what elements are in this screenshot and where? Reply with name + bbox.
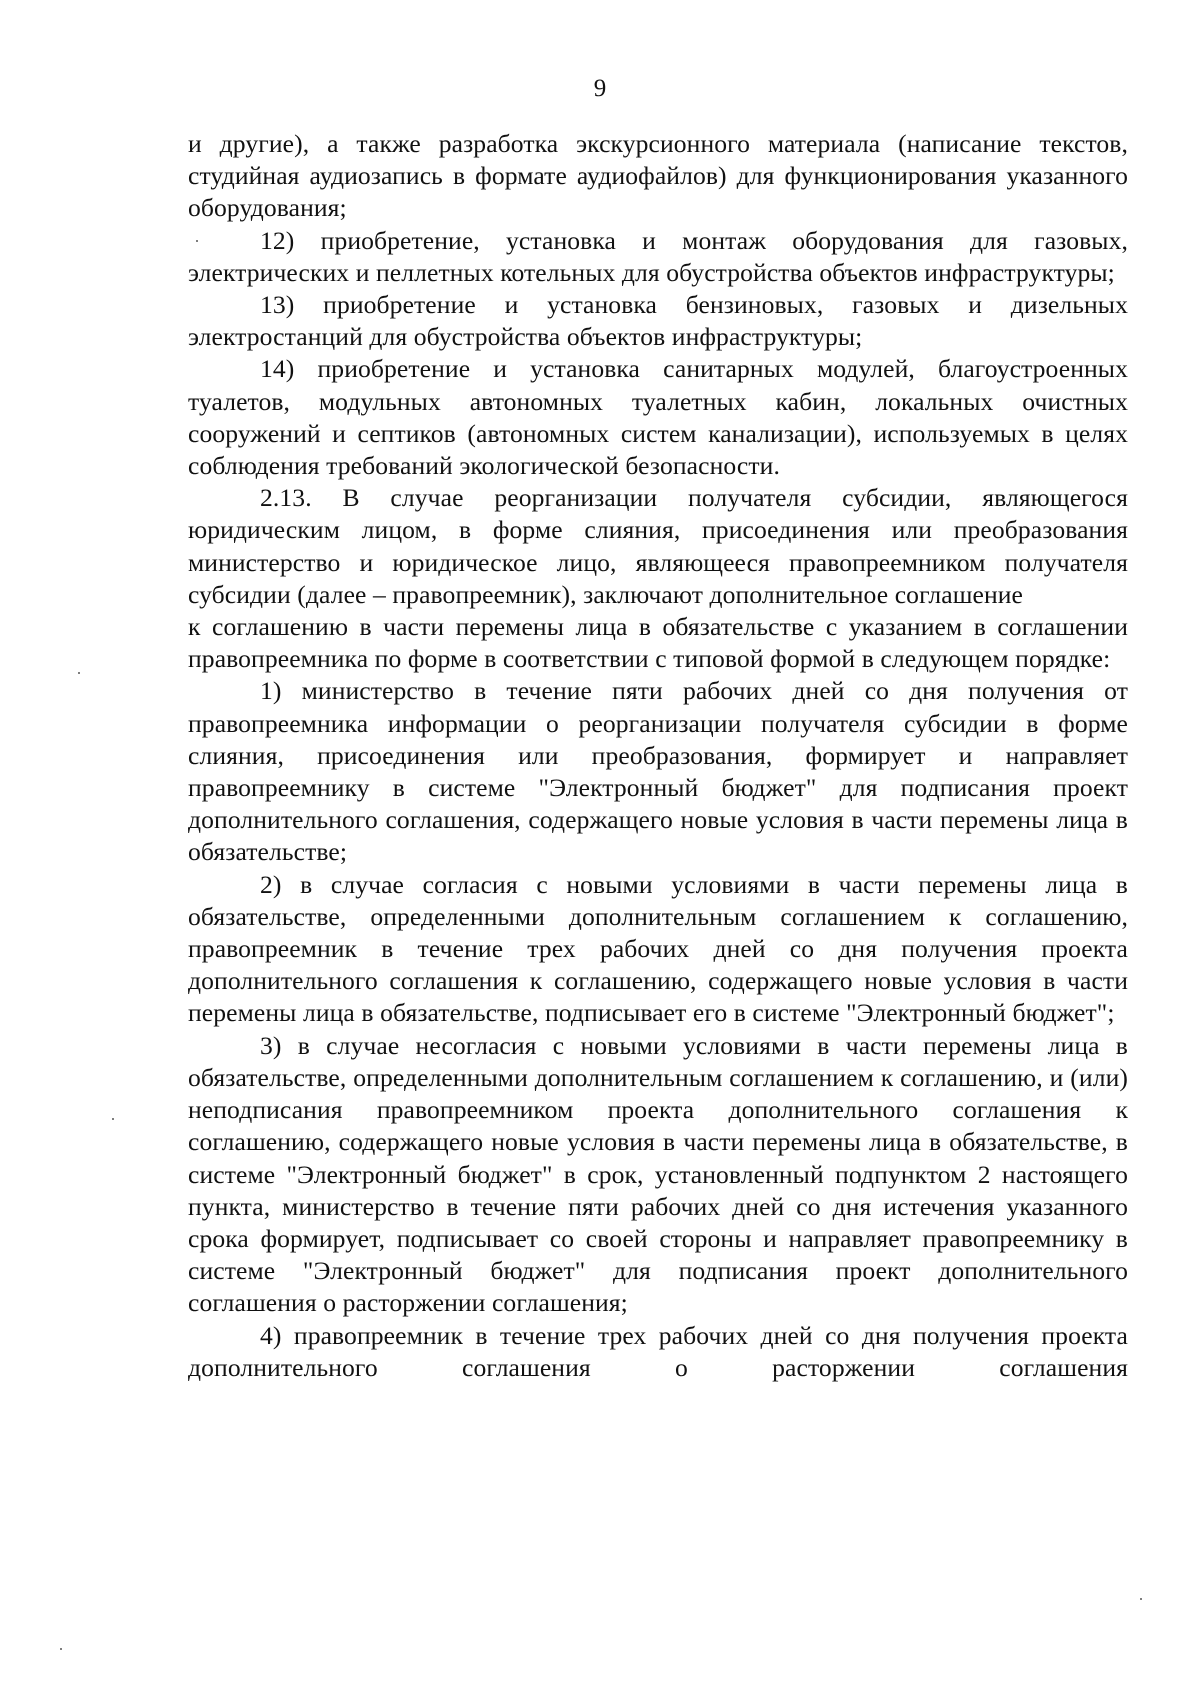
paragraph-subitem-1: 1) министерство в течение пяти рабочих дней со дня получения от правопреемника информации о реорганизации получателя субсидии в форме слияния, присоединения или преобразования, формирует и направляет правопреемнику в системе "Электронный бюджет" для подписания проект дополнительного соглашения, содержащего новые условия в части перемены лица в обязательстве; xyxy=(188,676,1128,867)
paragraph-section-2-13: 2.13. В случае реорганизации получателя субсидии, являющегося юридическим лицом, в форме слияния, присоединения или преобразования министерство и юридическое лицо, являющееся правопреемником получателя субсидии (далее – правопреемник), заключают дополнительное соглашение xyxy=(188,483,1128,609)
scan-speck xyxy=(196,240,198,242)
scan-speck xyxy=(1140,1598,1142,1600)
document-body xyxy=(188,128,1128,1384)
paragraph-item-13: 13) приобретение и установка бензиновых, газовых и дизельных электростанций для обустройства объектов инфраструктуры; xyxy=(188,290,1128,352)
paragraph-continuation: и другие), а также разработка экскурсионного материала (написание текстов, студийная аудиозапись в формате аудиофайлов) для функционирования указанного оборудования; xyxy=(188,129,1128,223)
paragraph-item-14: 14) приобретение и установка санитарных модулей, благоустроенных туалетов, модульных автономных туалетных кабин, локальных очистных сооружений и септиков (автономных систем канализации), используемых в целях соблюдения требований экологической безопасности. xyxy=(188,354,1128,481)
paragraph-subitem-4: 4) правопреемник в течение трех рабочих дней со дня получения проекта дополнительного соглашения о расторжении соглашения xyxy=(188,1320,1128,1382)
scan-speck xyxy=(60,1648,62,1650)
paragraph-subitem-2: 2) в случае согласия с новыми условиями в части перемены лица в обязательстве, определенными дополнительным соглашением к соглашению, правопреемник в течение трех рабочих дней со дня получения проекта дополнительного соглашения к соглашению, содержащего новые условия в части перемены лица в обязательстве, подписывает его в системе "Электронный бюджет"; xyxy=(188,869,1128,1028)
scan-speck xyxy=(112,1118,114,1120)
paragraph-subitem-3: 3) в случае несогласия с новыми условиями в части перемены лица в обязательстве, определенными дополнительным соглашением к соглашению, и (или) неподписания правопреемником проекта дополнительного соглашения к соглашению, содержащего новые условия в части перемены лица в обязательстве, в системе "Электронный бюджет" в срок, установленный подпунктом 2 настоящего пункта, министерство в течение пяти рабочих дней со дня истечения указанного срока формирует, подписывает со своей стороны и направляет правопреемнику в системе "Электронный бюджет" для подписания проект дополнительного соглашения о расторжении соглашения; xyxy=(188,1030,1128,1318)
page-number: 9 xyxy=(593,75,607,102)
scan-speck xyxy=(78,672,80,674)
paragraph-section-2-13-continuation: к соглашению в части перемены лица в обязательстве с указанием в соглашении правопреемника по форме в соответствии с типовой формой в следующем порядке: xyxy=(188,612,1128,674)
paragraph-item-12: 12) приобретение, установка и монтаж оборудования для газовых, электрических и пеллетных котельных для обустройства объектов инфраструктуры; xyxy=(188,225,1128,287)
